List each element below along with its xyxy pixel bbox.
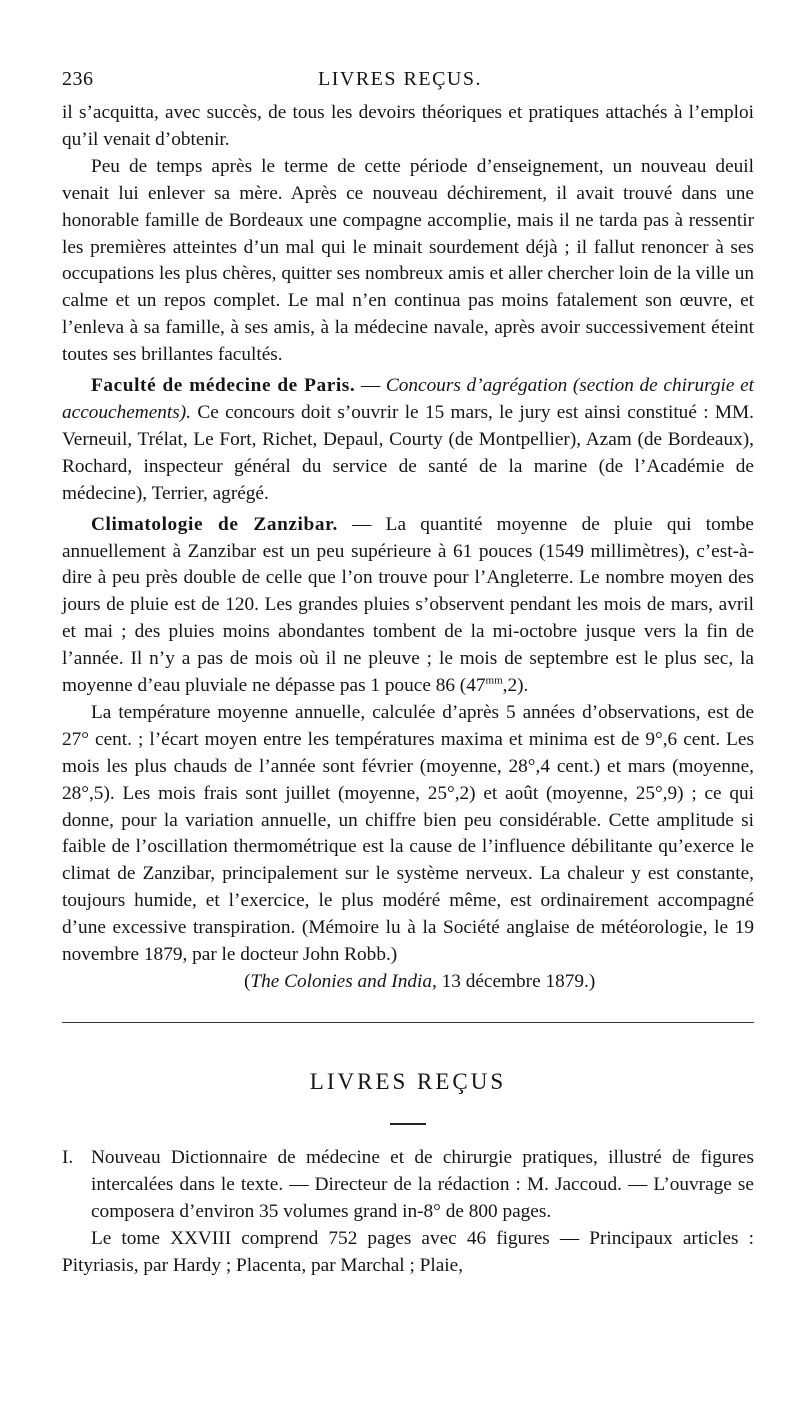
intro-paragraph-1: il s’acquitta, avec succès, de tous les devoirs théoriques et pratiques attachés à l’emploi qu’il venait d’obtenir.	[62, 102, 754, 150]
item-label: I.	[62, 1146, 74, 1168]
faculte-italic: Concours d’agrégation (section de chirurgie et accouchements).	[62, 375, 754, 423]
running-title: LIVRES REÇUS.	[318, 68, 482, 90]
page-header	[62, 68, 738, 98]
climatologie-sup: mm	[485, 674, 503, 687]
faculte-text: Ce concours doit s’ouvrir le 15 mars, le jury est ainsi constitué : MM. Verneuil, Trélat, Le Fort, Richet, Depaul, Courty (de Montpellier), Azam (de Bordeaux), Rochard, inspecteur général du service de santé de la marine (de l’Académie de médecine), Terrier, agrégé.	[62, 401, 754, 504]
section-divider	[62, 1022, 754, 1023]
climatologie-paragraph-2: La température moyenne annuelle, calculée d’après 5 années d’observations, est de 27° cent. ; l’écart moyen entre les températures maxima et minima est de 9°,6 cent. Les mois les plus chauds de l’année sont février (moyenne, 28°,4 cent.) et mars (moyenne, 28°,5). Les mois frais sont juillet (moyenne, 25°,2) et août (moyenne, 25°,9) ; ce qui donne, pour la variation annuelle, un chiffre bien peu considérable. Cette amplitude si faible de l’oscillation thermométrique est la cause de l’influence débilitante qu’exerce le climat de Zanzibar, principalement sur le système nerveux. La chaleur y est constante, toujours humide, et l’exercice, le plus modéré même, est ordinairement accompagné d’une excessive transpiration. (Mémoire lu à la Société anglaise de météorologie, le 19 novembre 1879, par le docteur John Robb.)	[62, 701, 754, 966]
title-rule	[390, 1123, 426, 1125]
climatologie-paragraph	[62, 512, 754, 700]
item-continuation: Le tome XXVIII comprend 752 pages avec 46 figures — Principaux articles : Pityriasis, par Hardy ; Placenta, par Marchal ; Plaie,	[62, 1227, 754, 1276]
source-open: (	[244, 971, 251, 992]
livres-title: LIVRES REÇUS	[309, 1068, 507, 1094]
faculte-paragraph	[62, 373, 754, 508]
source-italic: The Colonies and India,	[250, 971, 437, 992]
climatologie-source	[62, 969, 754, 996]
livres-item	[62, 1145, 754, 1226]
faculte-heading: Faculté de médecine de Paris.	[91, 375, 356, 397]
climatologie-text-1: — La quantité moyenne de pluie qui tombe annuellement à Zanzibar est un peu supérieure à 61 pouces (1549 millimètres), c’est-à-dire à peu près double de celle que l’on trouve pour l’Angleterre. Le nombre moyen des jours de pluie est de 120. Les grandes pluies s’observent pendant les mois de mars, avril et mai ; des pluies moins abondantes tombent de la mi-octobre jusque vers la fin de l’année. Il n’y a pas de mois où il ne pleuve ; le mois de septembre est le plus sec, la moyenne d’eau pluviale ne dépasse pas 1 pouce 86 (47	[62, 513, 754, 697]
source-rest: 13 décembre 1879.)	[436, 971, 596, 992]
page-body	[62, 100, 754, 1279]
faculte-dash: —	[355, 375, 386, 397]
item-text: Nouveau Dictionnaire de médecine et de chirurgie pratiques, illustré de figures intercalées dans le texte. — Directeur de la rédaction : M. Jaccoud. — L’ouvrage se composera d’environ 35 volumes grand in-8° de 800 pages.	[91, 1146, 754, 1222]
climatologie-text-2: ,2).	[502, 675, 529, 697]
page-number: 236	[62, 68, 94, 90]
climatologie-heading: Climatologie de Zanzibar.	[91, 513, 338, 535]
intro-paragraph-2: Peu de temps après le terme de cette période d’enseignement, un nouveau deuil venait lui enlever sa mère. Après ce nouveau déchirement, il avait trouvé dans une honorable famille de Bordeaux une compagne accomplie, mais il ne tarda pas à ressentir les premières atteintes d’un mal qui le minait sourdement déjà ; il fallut renoncer à ses occupations les plus chères, quitter ses nombreux amis et aller chercher loin de la ville un calme et un repos complet. Le mal n’en continua pas moins fatalement son œuvre, et l’enleva à sa famille, à ses amis, à la médecine navale, après avoir successivement éteint toutes ses brillantes facultés.	[62, 155, 754, 366]
